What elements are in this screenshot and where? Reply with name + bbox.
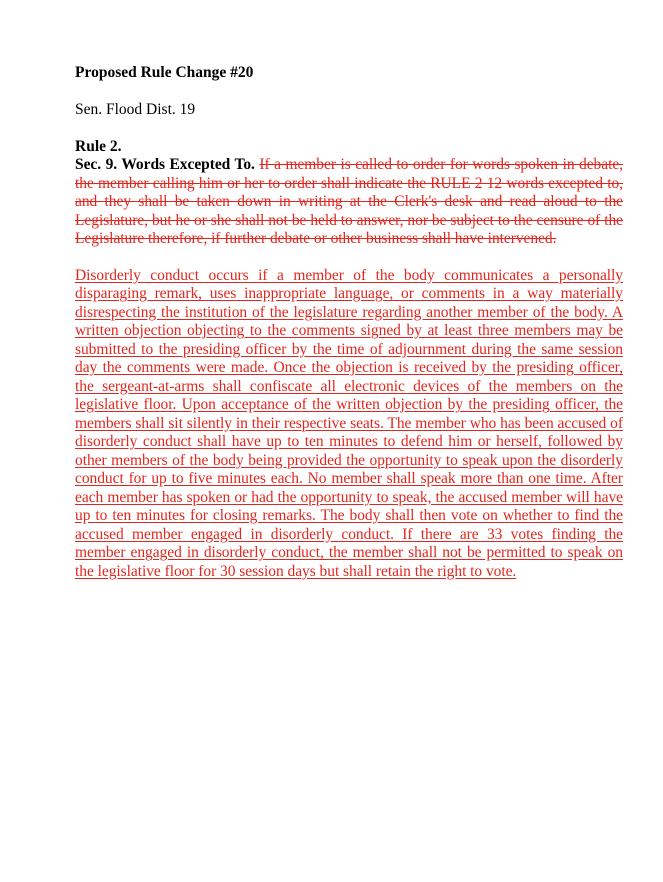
struck-through-text: If a member is called to order for words spoken in debate, the member calling him or her to order shall indicate the RULE 2 12 words excepted to, and they shall be taken down in writing at the Clerk's desk and read aloud to the Legislature, but he or she shall not be held to answer, nor be subject to the censure of the Legislature therefore, if further debate or other business shall have intervened.	[75, 156, 624, 247]
document-page	[75, 63, 623, 581]
section-paragraph	[75, 156, 623, 249]
document-title: Proposed Rule Change #20	[75, 64, 254, 81]
rule-label: Rule 2.	[75, 138, 122, 155]
section-heading: Sec. 9. Words Excepted To.	[75, 156, 255, 173]
inserted-text: Disorderly conduct occurs if a member of the body communicates a personally disparaging remark, uses inappropriate language, or comments in a way materially disrespecting the institution of the legislature regarding another member of the body. A written objection objecting to the comments signed by at least three members may be submitted to the presiding officer by the time of adjournment during the same session day the comments were made. Once the objection is received by the presiding officer, the sergeant-at-arms shall confiscate all electronic devices of the members on the legislative floor. Upon acceptance of the written objection by the presiding officer, the members shall sit silently in their respective seats. The member who has been accused of disorderly conduct shall have up to ten minutes to defend him or herself, followed by other members of the body being provided the opportunity to speak upon the disorderly conduct for up to five minutes each. No member shall speak more than one time. After each member has spoken or had the opportunity to speak, the accused member will have up to ten minutes for closing remarks. The body shall then vote on whether to find the accused member engaged in disorderly conduct. If there are 33 votes finding the member engaged in disorderly conduct, the member shall not be permitted to speak on the legislative floor for 30 session days but shall retain the right to vote.	[75, 266, 623, 580]
sponsor-line: Sen. Flood Dist. 19	[75, 101, 196, 118]
